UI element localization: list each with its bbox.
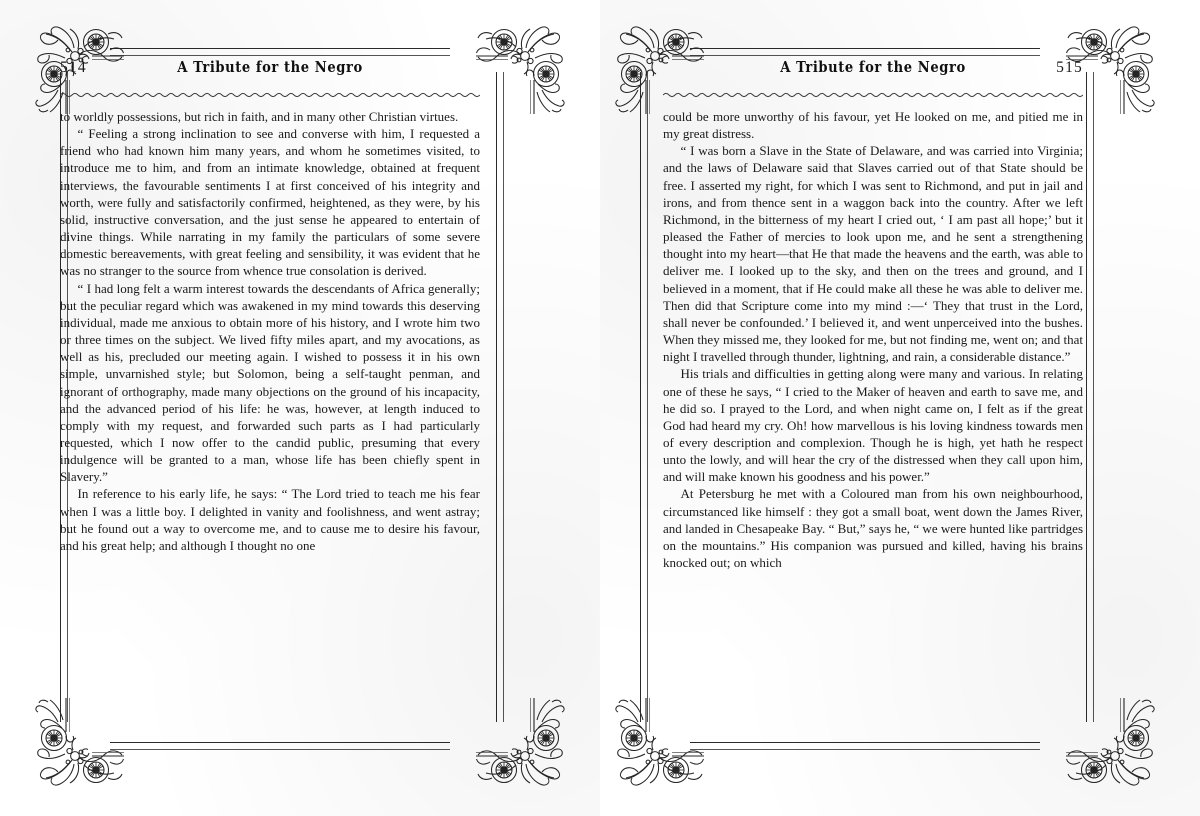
paragraph: could be more unworthy of his favour, yet He looked on me, and pitied me in my great distress. <box>663 109 1083 142</box>
body-text-right <box>663 108 1083 571</box>
body-text-left <box>60 108 480 554</box>
wavy-rule-right <box>663 90 1083 99</box>
paragraph: “ I was born a Slave in the State of Delaware, and was carried into Virginia; and the laws of Delaware said that Slaves carried out of that State should be free. I asserted my right, for which I was sent to Richmond, and put in jail and irons, and from thence sent in a waggon back into the country. After we left Richmond, in the bitterness of my heart I cried out, ‘ I am past all hope;’ but it pleased the Father of mercies to look upon me, and he sent a strengthening thought into my heart—that He that made the heavens and the earth, was able to deliver me. I looked up to the sky, and then on the trees and ground, and I believed in a moment, that if He could make all these he was able to deliver me. Then did that Scripture come into my mind :—‘ They that trust in the Lord, shall never be confounded.’ I believed it, and went unperceived into the bushes. When they missed me, they looked for me, but not finding me, went on; and that night I travelled through thunder, lightning, and rain, a considerable distance.” <box>663 143 1083 365</box>
border-top-horizontal <box>110 48 450 56</box>
border-top-horizontal <box>690 48 1040 56</box>
corner-ornament-bottom-right <box>476 698 568 790</box>
paragraph: At Petersburg he met with a Coloured man from his own neighbourhood, circumstanced like himself : they got a small boat, went down the James River, and landed in Chesapeake Bay. “ But,” says he, “ we were hunted like partridges on the mountains.” His companion was pursued and killed, having his brains knocked out; on which <box>663 486 1083 571</box>
page-right <box>600 0 1200 816</box>
running-head-left <box>60 58 480 88</box>
wavy-rule-left <box>60 90 480 99</box>
paragraph: to worldly possessions, but rich in faith, and in many other Christian virtues. <box>60 109 459 124</box>
corner-ornament-top-right <box>476 22 568 114</box>
folio-number: 514 <box>60 59 87 76</box>
folio-number: 515 <box>1056 59 1083 76</box>
border-right-vertical <box>1086 72 1094 722</box>
page-content-left <box>60 58 480 748</box>
running-head-right <box>663 58 1083 88</box>
paragraph: His trials and difficulties in getting along were many and various. In relating one of these he says, “ I cried to the Maker of heaven and earth to save me, and he did so. I prayed to the Lord, and when night came on, I felt as if the great God had heard my cry. Oh! how marvellous is his loving kindness towards men of every description and complexion. Though he is high, yet hath he respect unto the lowly, and will hear the cry of the distressed when they call upon him, and will make known his goodness and his power.” <box>663 366 1083 485</box>
border-right-vertical <box>496 72 504 722</box>
running-title: A Tribute for the Negro <box>780 58 966 76</box>
paragraph: “ Feeling a strong inclination to see and converse with him, I requested a friend who had known him many years, and whom he sometimes visited, to introduce me to him, and from an intimate knowledge, obtained at frequent interviews, the favourable sentiments I at first conceived of his integrity and worth, were fully and satisfactorily confirmed, heightened, as they were, by his solid, instructive conversation, and the just sense he appeared to entertain of divine things. While narrating in my family the particulars of some severe domestic bereavements, with great feeling and sensibility, it was evident that he was no stranger to the source from whence true consolation is derived. <box>60 126 480 279</box>
border-left-vertical <box>640 72 648 722</box>
paragraph: In reference to his early life, he says: “ The Lord tried to teach me his fear when I was a little boy. I delighted in vanity and foolishness, and went astray; but he found out a way to overcome me, and to cause me to desire his favour, and his great help; and although I thought no one <box>60 486 480 553</box>
running-title: A Tribute for the Negro <box>177 58 363 76</box>
page-content-right <box>663 58 1083 748</box>
paragraph: “ I had long felt a warm interest towards the descendants of Africa generally; but the peculiar regard which was awakened in my mind towards this deserving individual, made me anxious to obtain more of his history, and I wrote him two or three times on the subject. We lived fifty miles apart, and my avocations, as well as his, precluded our meeting again. I wished to possess it in his own simple, unvarnished style; but Solomon, being a self-taught penman, and ignorant of orthography, made many objections on the ground of his incapacity, and the advanced period of his life: he was, however, at length induced to comply with my request, and forwarded such parts as I had particularly requested, which I now offer to the candid public, presuming that every indulgence will be granted to a man, whose life has been chiefly spent in Slavery.” <box>60 280 480 485</box>
